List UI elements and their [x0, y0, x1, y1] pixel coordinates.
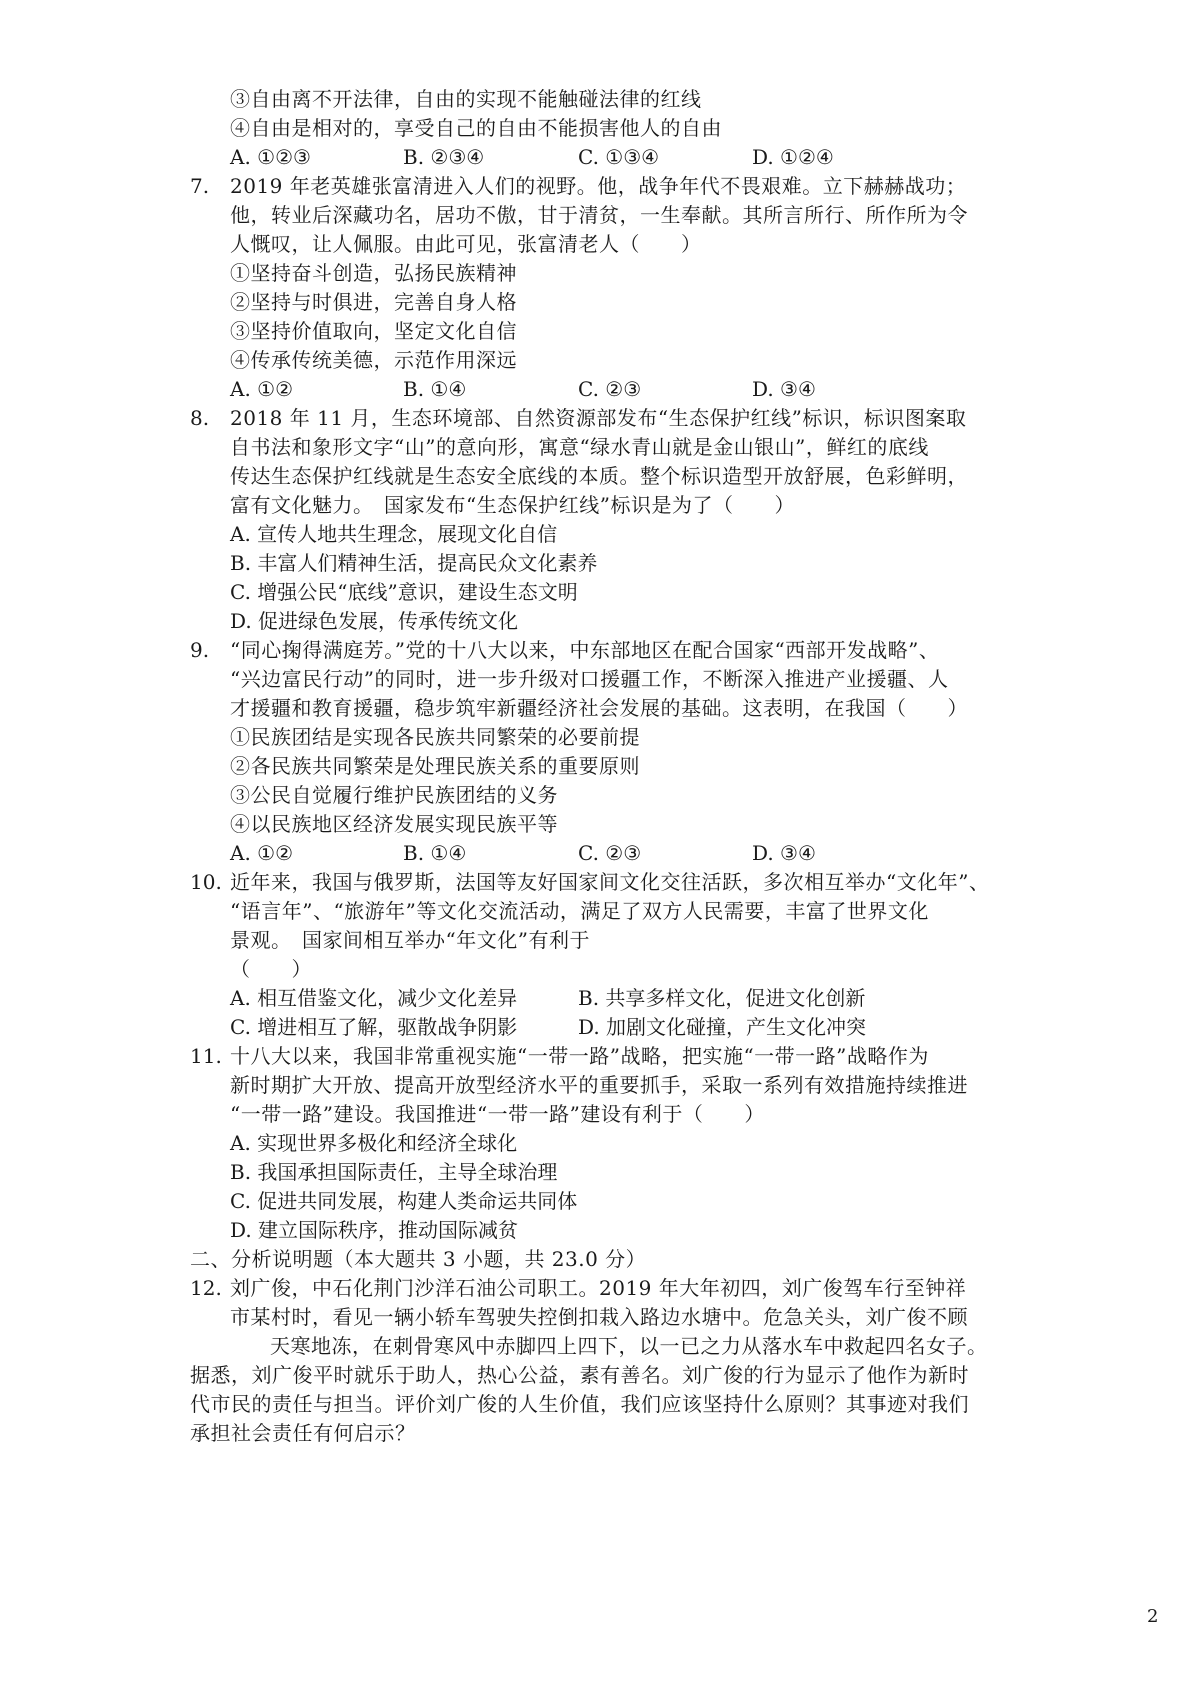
q12-number: 12. [190, 1276, 222, 1300]
q9-stem-line: 才援疆和教育援疆，稳步筑牢新疆经济社会发展的基础。这表明，在我国（ ） [230, 696, 968, 720]
q9-item-2: ②各民族共同繁荣是处理民族关系的重要原则 [230, 754, 640, 778]
q6-item-3: ③自由离不开法律，自由的实现不能触碰法律的红线 [230, 87, 702, 111]
q6-option-d: D. ①②④ [752, 145, 834, 169]
q8-stem-line: 2018 年 11 月，生态环境部、自然资源部发布“生态保护红线”标识，标识图案取 [230, 406, 967, 430]
q9-item-4: ④以民族地区经济发展实现民族平等 [230, 812, 558, 836]
q8-option-b: B. 丰富人们精神生活，提高民众文化素养 [230, 551, 598, 575]
page-number: 2 [1147, 1606, 1159, 1627]
q7-number: 7. [190, 174, 210, 198]
q6-option-a: A. ①②③ [230, 145, 311, 169]
q12-stem-line: 天寒地冻，在刺骨寒风中赤脚四上四下，以一已之力从落水车中救起四名女子。 [270, 1334, 988, 1358]
q10-stem-line: 近年来，我国与俄罗斯，法国等友好国家间文化交往活跃，多次相互举办“文化年”、 [230, 870, 990, 894]
q9-option-a: A. ①② [230, 841, 294, 865]
q7-item-1: ①坚持奋斗创造，弘扬民族精神 [230, 261, 517, 285]
q9-stem-line: “兴边富民行动”的同时，进一步升级对口援疆工作，不断深入推进产业援疆、人 [230, 667, 949, 691]
q10-stem-line: “语言年”、“旅游年”等文化交流活动，满足了双方人民需要，丰富了世界文化 [230, 899, 929, 923]
q8-option-d: D. 促进绿色发展，传承传统文化 [230, 609, 519, 633]
q8-stem-line: 富有文化魅力。 国家发布“生态保护红线”标识是为了（ ） [230, 493, 795, 517]
q7-stem-line: 2019 年老英雄张富清进入人们的视野。他，战争年代不畏艰难。立下赫赫战功； [230, 174, 967, 198]
q12-stem-line: 刘广俊，中石化荆门沙洋石油公司职工。2019 年大年初四，刘广俊驾车行至钟祥 [230, 1276, 967, 1300]
q12-stem-line: 承担社会责任有何启示？ [190, 1421, 416, 1445]
q9-option-d: D. ③④ [752, 841, 816, 865]
q8-option-c: C. 增强公民“底线”意识，建设生态文明 [230, 580, 578, 604]
q11-number: 11. [190, 1044, 222, 1068]
q7-stem-line: 人慨叹，让人佩服。由此可见，张富清老人（ ） [230, 232, 702, 256]
q12-stem-line: 市某村时，看见一辆小轿车驾驶失控倒扣栽入路边水塘中。危急关头，刘广俊不顾 [230, 1305, 968, 1329]
q12-stem-line: 据悉，刘广俊平时就乐于助人，热心公益，素有善名。刘广俊的行为显示了他作为新时 [190, 1363, 969, 1387]
q11-option-a: A. 实现世界多极化和经济全球化 [230, 1131, 518, 1155]
q10-number: 10. [190, 870, 222, 894]
q10-option-c: C. 增进相互了解，驱散战争阴影 [230, 1015, 518, 1039]
q7-item-3: ③坚持价值取向，坚定文化自信 [230, 319, 517, 343]
section-heading: 二、分析说明题（本大题共 3 小题，共 23.0 分） [190, 1247, 647, 1271]
q9-stem-line: “同心掬得满庭芳。”党的十八大以来，中东部地区在配合国家“西部开发战略”、 [230, 638, 940, 662]
q11-stem-line: 十八大以来，我国非常重视实施“一带一路”战略，把实施“一带一路”战略作为 [230, 1044, 929, 1068]
q6-option-c: C. ①③④ [578, 145, 660, 169]
q6-item-4: ④自由是相对的，享受自己的自由不能损害他人的自由 [230, 116, 722, 140]
q9-item-1: ①民族团结是实现各民族共同繁荣的必要前提 [230, 725, 640, 749]
q7-option-c: C. ②③ [578, 377, 642, 401]
q6-option-b: B. ②③④ [403, 145, 485, 169]
q7-option-d: D. ③④ [752, 377, 816, 401]
q11-option-c: C. 促进共同发展，构建人类命运共同体 [230, 1189, 578, 1213]
q7-option-a: A. ①② [230, 377, 294, 401]
q9-number: 9. [190, 638, 210, 662]
q8-option-a: A. 宣传人地共生理念，展现文化自信 [230, 522, 558, 546]
q8-stem-line: 自书法和象形文字“山”的意向形，寓意“绿水青山就是金山银山”，鲜红的底线 [230, 435, 929, 459]
q9-option-c: C. ②③ [578, 841, 642, 865]
q7-item-2: ②坚持与时俱进，完善自身人格 [230, 290, 517, 314]
q11-option-b: B. 我国承担国际责任，主导全球治理 [230, 1160, 558, 1184]
q11-option-d: D. 建立国际秩序，推动国际减贫 [230, 1218, 519, 1242]
q10-stem-line: 景观。 国家间相互举办“年文化”有利于 [230, 928, 590, 952]
q9-option-b: B. ①④ [403, 841, 467, 865]
q7-option-b: B. ①④ [403, 377, 467, 401]
q8-stem-line: 传达生态保护红线就是生态安全底线的本质。整个标识造型开放舒展，色彩鲜明， [230, 464, 968, 488]
q11-stem-line: 新时期扩大开放、提高开放型经济水平的重要抓手，采取一系列有效措施持续推进 [230, 1073, 968, 1097]
q10-option-b: B. 共享多样文化，促进文化创新 [578, 986, 866, 1010]
q9-item-3: ③公民自觉履行维护民族团结的义务 [230, 783, 558, 807]
q7-item-4: ④传承传统美德，示范作用深远 [230, 348, 517, 372]
q10-stem-line: （ ） [230, 957, 312, 981]
q8-number: 8. [190, 406, 210, 430]
q11-stem-line: “一带一路”建设。我国推进“一带一路”建设有利于（ ） [230, 1102, 765, 1126]
q10-option-a: A. 相互借鉴文化，减少文化差异 [230, 986, 518, 1010]
q12-stem-line: 代市民的责任与担当。评价刘广俊的人生价值，我们应该坚持什么原则？其事迹对我们 [190, 1392, 969, 1416]
q7-stem-line: 他，转业后深藏功名，居功不傲，甘于清贫，一生奉献。其所言所行、所作所为令 [230, 203, 968, 227]
q10-option-d: D. 加剧文化碰撞，产生文化冲突 [578, 1015, 867, 1039]
